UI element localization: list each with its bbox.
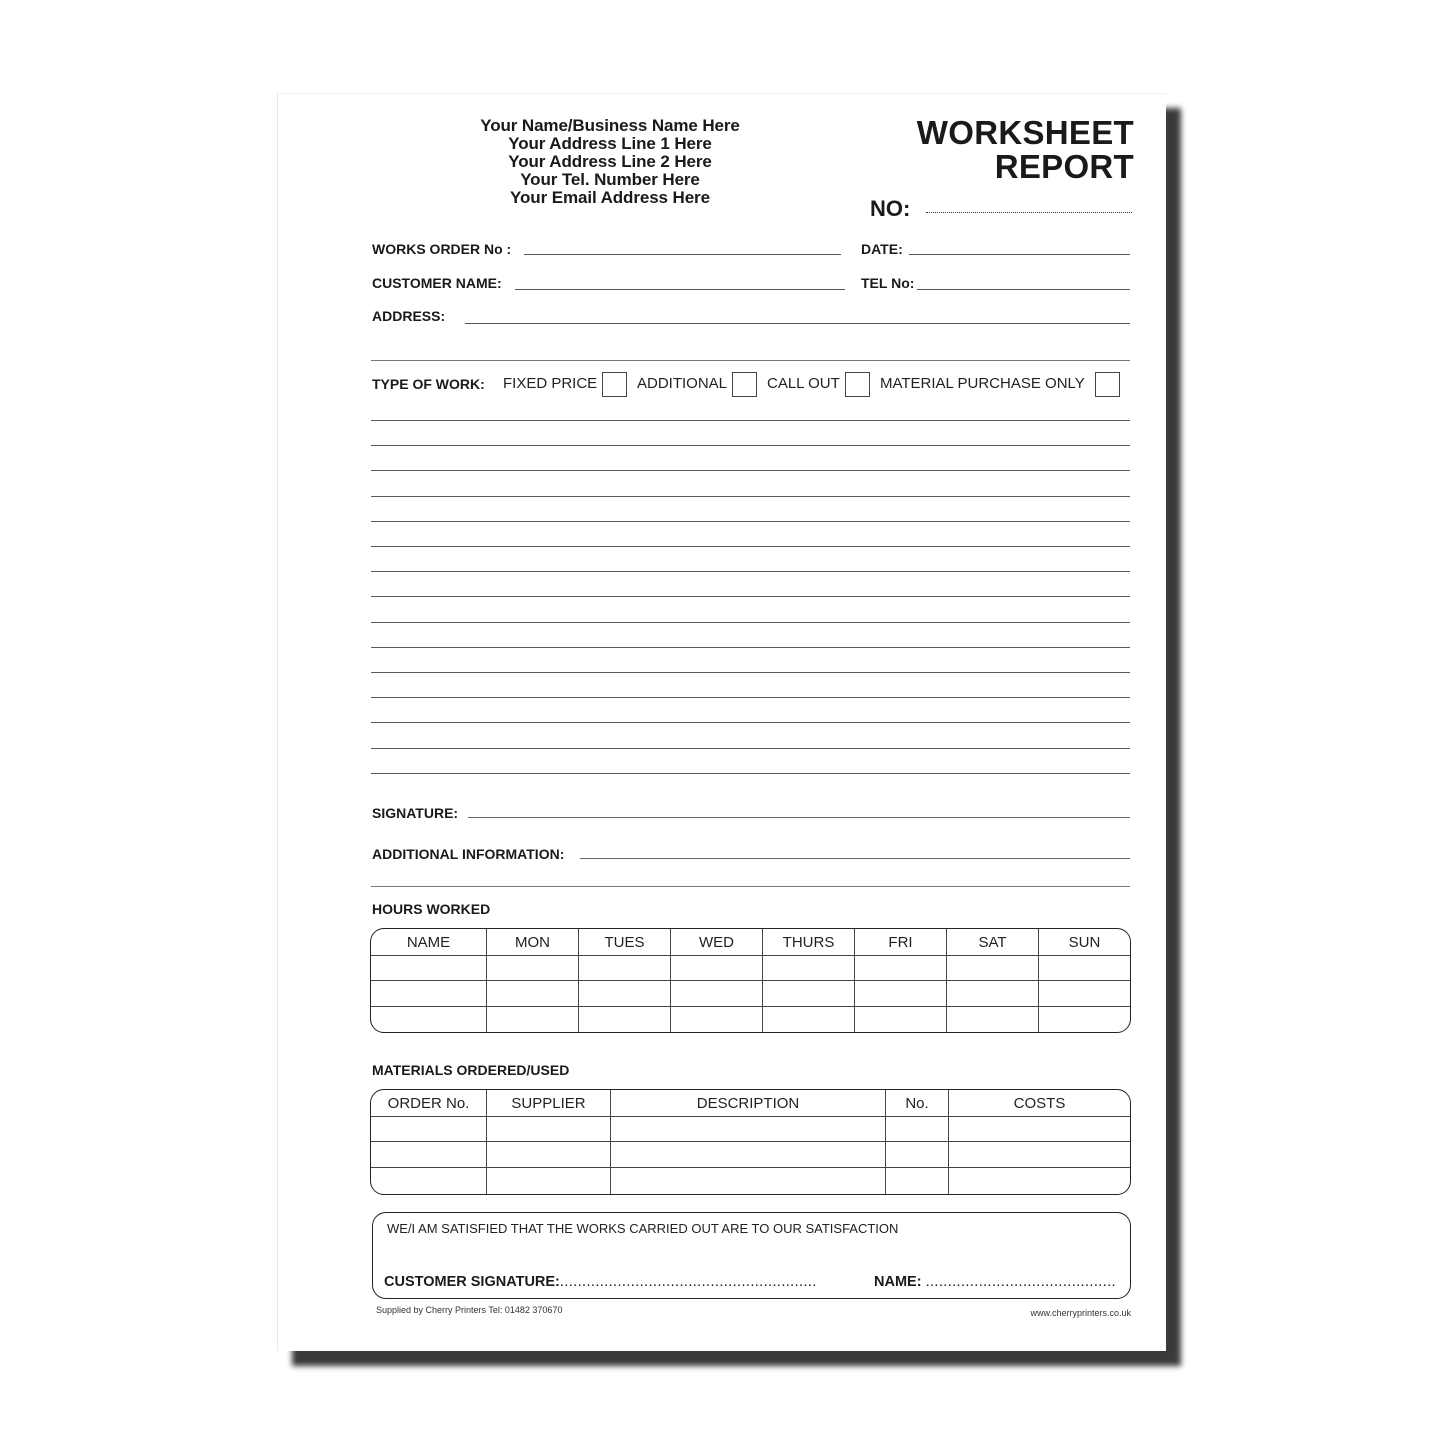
materials-cell[interactable] [487, 1168, 611, 1194]
tel-label: TEL No: [861, 275, 915, 291]
work-line[interactable] [371, 748, 1130, 749]
work-line[interactable] [371, 546, 1130, 547]
date-field[interactable] [909, 254, 1130, 255]
hours-cell[interactable] [947, 1007, 1039, 1032]
work-line[interactable] [371, 571, 1130, 572]
col-header-thurs: THURS [763, 929, 855, 956]
customer-name-label: CUSTOMER NAME: [372, 275, 502, 291]
work-line[interactable] [371, 697, 1130, 698]
hours-worked-table [370, 928, 1131, 1033]
hours-cell[interactable] [1039, 981, 1130, 1007]
col-header-description: DESCRIPTION [611, 1090, 886, 1117]
materials-cell[interactable] [949, 1142, 1130, 1168]
col-header-supplier: SUPPLIER [487, 1090, 611, 1117]
address-field-line-2[interactable] [371, 360, 1130, 361]
option-call-out-label: CALL OUT [767, 375, 840, 392]
hours-cell[interactable] [763, 956, 855, 981]
work-line[interactable] [371, 470, 1130, 471]
page-title [917, 116, 1134, 184]
address-line-2: Your Address Line 2 Here [508, 152, 712, 171]
work-line[interactable] [371, 773, 1130, 774]
works-order-label: WORKS ORDER No : [372, 241, 512, 257]
title-line-2: REPORT [994, 148, 1134, 185]
materials-cell[interactable] [371, 1168, 487, 1194]
tel-field[interactable] [917, 289, 1130, 290]
col-header-wed: WED [671, 929, 763, 956]
address-line-1: Your Address Line 1 Here [508, 134, 712, 153]
materials-cell[interactable] [611, 1117, 886, 1142]
materials-cell[interactable] [371, 1142, 487, 1168]
material-purchase-only-checkbox[interactable] [1095, 372, 1120, 397]
col-header-fri: FRI [855, 929, 947, 956]
hours-cell[interactable] [371, 956, 487, 981]
col-header-no: No. [886, 1090, 949, 1117]
customer-name-field[interactable] [515, 289, 845, 290]
hours-cell[interactable] [579, 981, 671, 1007]
date-label: DATE: [861, 241, 903, 257]
fixed-price-checkbox[interactable] [602, 372, 627, 397]
work-line[interactable] [371, 420, 1130, 421]
col-header-order-no: ORDER No. [371, 1090, 487, 1117]
tel-number: Your Tel. Number Here [520, 170, 700, 189]
name-field[interactable]: ........................................... [925, 1274, 1116, 1290]
col-header-mon: MON [487, 929, 579, 956]
col-header-sat: SAT [947, 929, 1039, 956]
work-line[interactable] [371, 496, 1130, 497]
number-field[interactable] [926, 212, 1132, 213]
customer-name-row[interactable] [874, 1274, 1116, 1290]
option-material-purchase-label: MATERIAL PURCHASE ONLY [880, 375, 1085, 392]
hours-worked-title: HOURS WORKED [372, 901, 491, 917]
title-line-1: WORKSHEET [916, 114, 1134, 151]
supplier-credit: Supplied by Cherry Printers Tel: 01482 370670 [376, 1305, 563, 1315]
satisfaction-box [372, 1212, 1131, 1299]
hours-cell[interactable] [487, 981, 579, 1007]
col-header-tues: TUES [579, 929, 671, 956]
additional-info-field-line-2[interactable] [371, 886, 1130, 887]
materials-cell[interactable] [949, 1117, 1130, 1142]
materials-cell[interactable] [487, 1142, 611, 1168]
hours-cell[interactable] [855, 1007, 947, 1032]
option-fixed-price-label: FIXED PRICE [503, 375, 598, 392]
work-line[interactable] [371, 722, 1130, 723]
type-of-work-label: TYPE OF WORK: [372, 376, 485, 392]
hours-cell[interactable] [579, 956, 671, 981]
col-header-costs: COSTS [949, 1090, 1130, 1117]
option-additional-label: ADDITIONAL [637, 375, 728, 392]
business-details [440, 117, 780, 207]
additional-info-label: ADDITIONAL INFORMATION: [372, 846, 565, 862]
work-line[interactable] [371, 445, 1130, 446]
materials-cell[interactable] [611, 1168, 886, 1194]
customer-signature-field[interactable]: .......................................................... [559, 1274, 817, 1290]
hours-cell[interactable] [947, 981, 1039, 1007]
hours-cell[interactable] [947, 956, 1039, 981]
business-name: Your Name/Business Name Here [480, 116, 740, 135]
materials-cell[interactable] [371, 1117, 487, 1142]
hours-cell[interactable] [1039, 956, 1130, 981]
work-line[interactable] [371, 521, 1130, 522]
materials-table [370, 1089, 1131, 1195]
work-line[interactable] [371, 647, 1130, 648]
hours-cell[interactable] [671, 956, 763, 981]
additional-checkbox[interactable] [732, 372, 757, 397]
hours-cell[interactable] [371, 1007, 487, 1032]
hours-cell[interactable] [371, 981, 487, 1007]
number-label: NO: [870, 196, 911, 221]
hours-cell[interactable] [763, 981, 855, 1007]
address-label: ADDRESS: [372, 308, 446, 324]
materials-cell[interactable] [949, 1168, 1130, 1194]
work-line[interactable] [371, 672, 1130, 673]
customer-signature-row[interactable] [384, 1274, 817, 1290]
hours-cell[interactable] [671, 981, 763, 1007]
customer-signature-label: CUSTOMER SIGNATURE: [384, 1274, 560, 1290]
materials-cell[interactable] [611, 1142, 886, 1168]
hours-cell[interactable] [579, 1007, 671, 1032]
call-out-checkbox[interactable] [845, 372, 870, 397]
materials-cell[interactable] [886, 1142, 949, 1168]
additional-info-field-line-1[interactable] [580, 858, 1130, 859]
email-address: Your Email Address Here [510, 188, 710, 207]
materials-cell[interactable] [886, 1117, 949, 1142]
work-line[interactable] [371, 622, 1130, 623]
col-header-sun: SUN [1039, 929, 1130, 956]
name-label: NAME: [874, 1274, 922, 1290]
works-order-field[interactable] [524, 254, 841, 255]
materials-cell[interactable] [886, 1168, 949, 1194]
address-field-line-1[interactable] [465, 323, 1130, 324]
hours-cell[interactable] [487, 1007, 579, 1032]
hours-cell[interactable] [855, 956, 947, 981]
materials-cell[interactable] [487, 1117, 611, 1142]
satisfaction-statement: WE/I AM SATISFIED THAT THE WORKS CARRIED OUT ARE TO OUR SATISFACTION [387, 1221, 899, 1236]
col-header-name: NAME [371, 929, 487, 956]
signature-label: SIGNATURE: [372, 805, 459, 821]
website-link[interactable]: www.cherryprinters.co.uk [1030, 1308, 1131, 1318]
signature-field[interactable] [468, 817, 1130, 818]
hours-cell[interactable] [487, 956, 579, 981]
materials-title: MATERIALS ORDERED/USED [372, 1062, 570, 1078]
hours-cell[interactable] [1039, 1007, 1130, 1032]
hours-cell[interactable] [855, 981, 947, 1007]
hours-cell[interactable] [763, 1007, 855, 1032]
hours-cell[interactable] [671, 1007, 763, 1032]
work-line[interactable] [371, 596, 1130, 597]
